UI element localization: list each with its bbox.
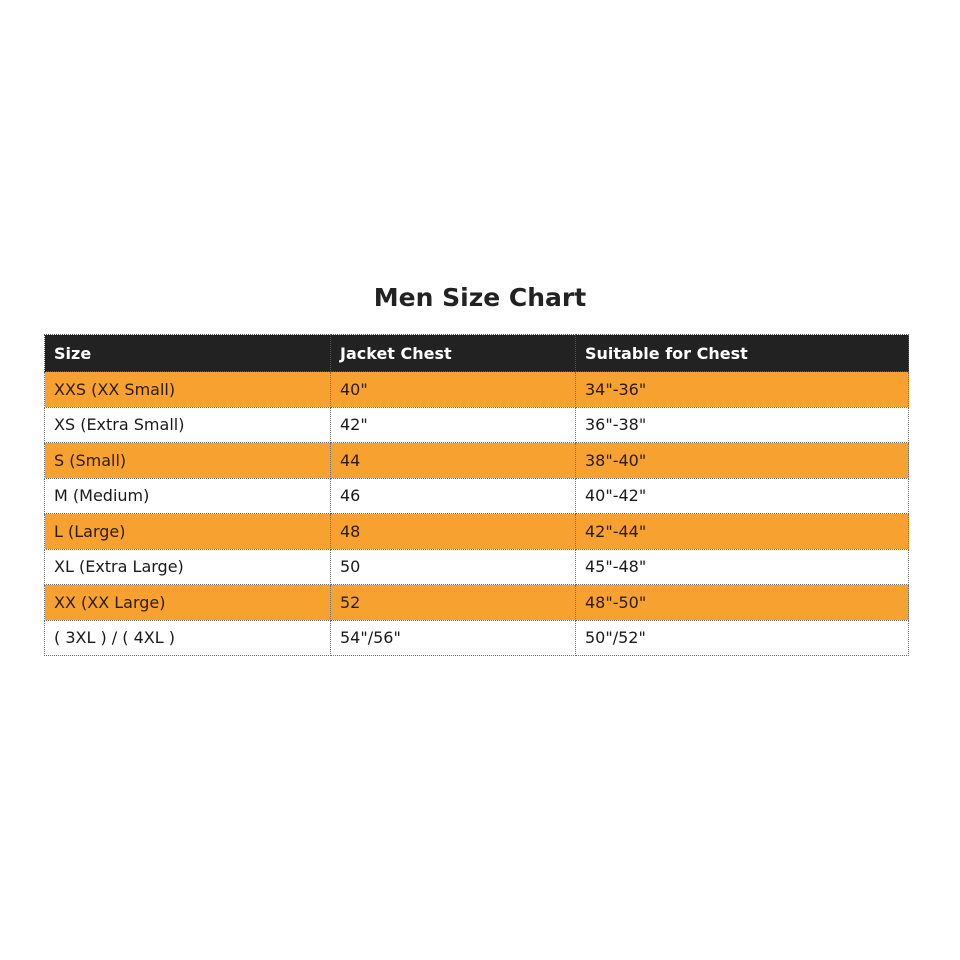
table-row [45, 478, 909, 514]
jacket-chest-cell: 44 [331, 443, 576, 479]
table-row [45, 549, 909, 585]
size-cell: XXS (XX Small) [45, 372, 331, 408]
size-cell: M (Medium) [45, 478, 331, 514]
jacket-chest-cell: 54"/56" [331, 620, 576, 656]
jacket-chest-cell: 50 [331, 549, 576, 585]
table-row [45, 443, 909, 479]
size-chart-table [44, 334, 909, 656]
jacket-chest-cell: 42" [331, 407, 576, 443]
suitable-chest-cell: 45"-48" [576, 549, 909, 585]
table-row [45, 620, 909, 656]
suitable-chest-cell: 36"-38" [576, 407, 909, 443]
jacket-chest-cell: 46 [331, 478, 576, 514]
column-header-jacket-chest: Jacket Chest [331, 335, 576, 372]
suitable-chest-cell: 40"-42" [576, 478, 909, 514]
size-cell: XS (Extra Small) [45, 407, 331, 443]
suitable-chest-cell: 42"-44" [576, 514, 909, 550]
table-row [45, 585, 909, 621]
size-cell: XX (XX Large) [45, 585, 331, 621]
table-row [45, 407, 909, 443]
table-row [45, 514, 909, 550]
suitable-chest-cell: 34"-36" [576, 372, 909, 408]
suitable-chest-cell: 50"/52" [576, 620, 909, 656]
size-cell: XL (Extra Large) [45, 549, 331, 585]
size-cell: L (Large) [45, 514, 331, 550]
column-header-size: Size [45, 335, 331, 372]
jacket-chest-cell: 40" [331, 372, 576, 408]
chart-title: Men Size Chart [373, 283, 587, 312]
jacket-chest-cell: 52 [331, 585, 576, 621]
column-header-suitable-for-chest: Suitable for Chest [576, 335, 909, 372]
size-cell: S (Small) [45, 443, 331, 479]
table-row [45, 372, 909, 408]
jacket-chest-cell: 48 [331, 514, 576, 550]
header-row [45, 335, 909, 372]
suitable-chest-cell: 38"-40" [576, 443, 909, 479]
suitable-chest-cell: 48"-50" [576, 585, 909, 621]
size-cell: ( 3XL ) / ( 4XL ) [45, 620, 331, 656]
